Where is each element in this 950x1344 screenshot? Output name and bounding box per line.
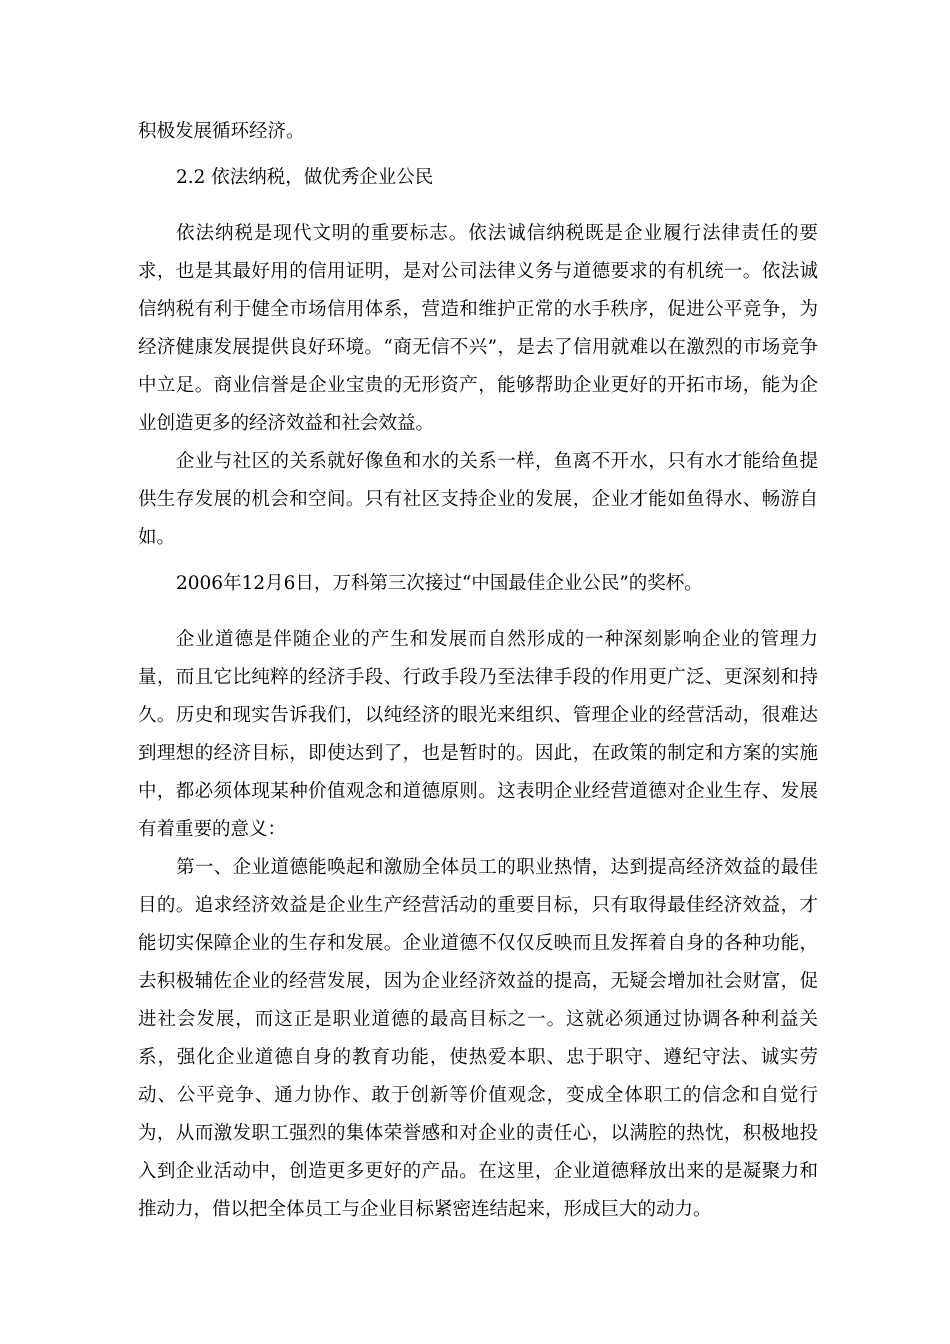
spacer xyxy=(138,603,818,621)
document-body xyxy=(138,113,818,1229)
spacer xyxy=(138,151,818,159)
paragraph-ethics: 企业道德是伴随企业的产生和发展而自然形成的一种深刻影响企业的管理力量，而且它比纯粹的经济手段、行政手段乃至法律手段的作用更广泛、更深刻和持久。历史和现实告诉我们，以纯经济的眼光来组织、管理企业的经营活动，很难达到理想的经济目标，即使达到了，也是暂时的。因此，在政策的制定和方案的实施中，都必须体现某种价值观念和道德原则。这表明企业经营道德对企业生存、发展有着重要的意义： xyxy=(138,629,818,840)
section-heading: 2.2 依法纳税，做优秀企业公民 xyxy=(176,167,434,188)
paragraph-community: 企业与社区的关系就好像鱼和水的关系一样，鱼离不开水，只有水才能给鱼提供生存发展的机会和空间。只有社区支持企业的发展，企业才能如鱼得水、畅游自如。 xyxy=(138,451,818,548)
paragraph-first-point: 第一、企业道德能唤起和激励全体员工的职业热情，达到提高经济效益的最佳目的。追求经济效益是企业生产经营活动的重要目标，只有取得最佳经济效益，才能切实保障企业的生存和发展。企业道德不仅仅反映而且发挥着自身的各种功能，去积极辅佐企业的经营发展，因为企业经济效益的提高，无疑会增加社会财富，促进社会发展，而这正是职业道德的最高目标之一。这就必须通过协调各种利益关系，强化企业道德自身的教育功能，使热爱本职、忠于职守、遵纪守法、诚实劳动、公平竞争、通力协作、敢于创新等价值观念，变成全体职工的信念和自觉行为，从而激发职工强烈的集体荣誉感和对企业的责任心，以满腔的热忱，积极地投入到企业活动中，创造更多更好的产品。在这里，企业道德释放出来的是凝聚力和推动力，借以把全体员工与企业目标紧密连结起来，形成巨大的动力。 xyxy=(138,857,818,1220)
paragraph-tax: 依法纳税是现代文明的重要标志。依法诚信纳税既是企业履行法律责任的要求，也是其最好用的信用证明，是对公司法律义务与道德要求的有机统一。依法诚信纳税有利于健全市场信用体系，营造和维护正常的水手秩序，促进公平竞争，为经济健康发展提供良好环境。“商无信不兴”，是去了信用就难以在激烈的市场竞争中立足。商业信誉是企业宝贵的无形资产，能够帮助企业更好的开拓市场，能为企业创造更多的经济效益和社会效益。 xyxy=(138,223,818,434)
spacer xyxy=(138,197,818,215)
paragraph-award: 2006年12月6日，万科第三次接过“中国最佳企业公民”的奖杯。 xyxy=(176,573,703,594)
lead-line: 积极发展循环经济。 xyxy=(138,121,305,142)
spacer xyxy=(138,557,818,565)
